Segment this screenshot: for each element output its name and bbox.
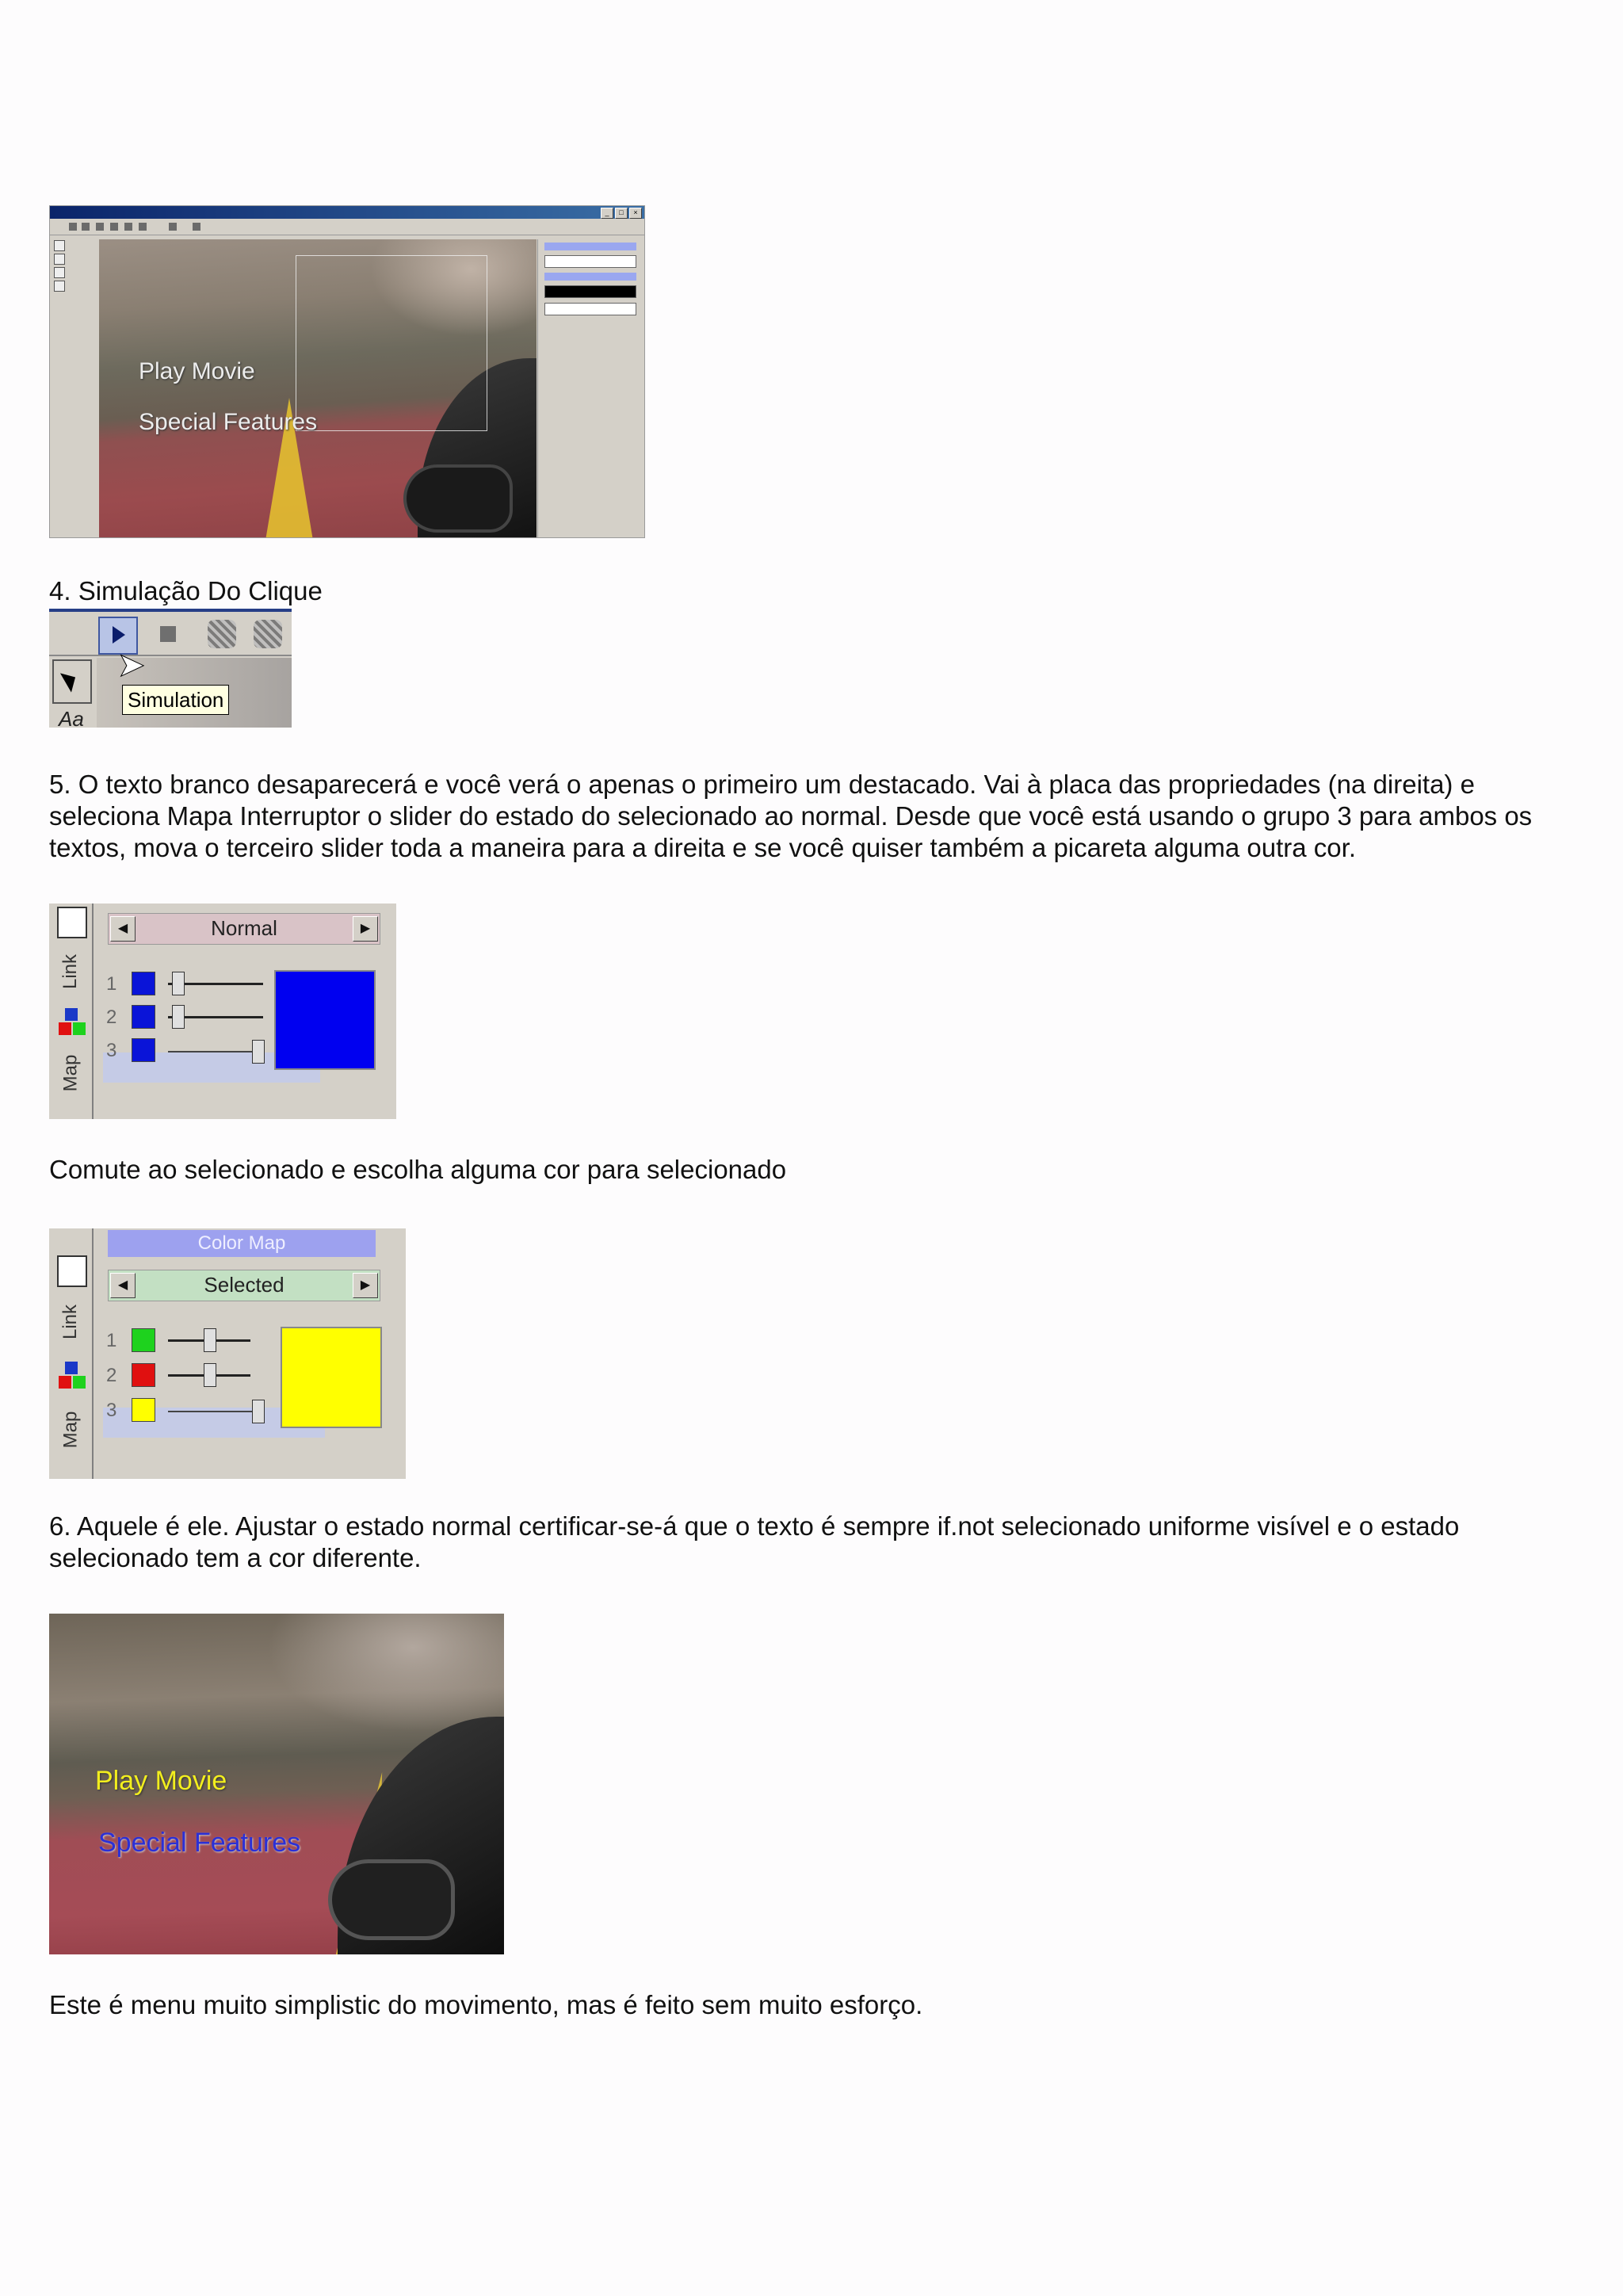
stop-icon [151, 617, 187, 651]
selection-box [296, 255, 487, 431]
slider-thumb [204, 1363, 216, 1387]
shape-tool-icon [54, 281, 65, 292]
minimize-icon: _ [601, 208, 613, 219]
pointer-tool-icon [52, 659, 92, 704]
rect-tool-icon [54, 267, 65, 278]
toolbar-icon [124, 223, 132, 231]
row-number: 3 [106, 1040, 117, 1061]
color-map-header: Color Map [108, 1230, 376, 1257]
props-field [544, 255, 636, 268]
link-icon [57, 907, 87, 938]
editor-toolbar [50, 219, 644, 235]
menu-text-play-movie: Play Movie [139, 358, 255, 384]
properties-panel [537, 239, 643, 537]
step4-heading: 4. Simulação Do Clique [49, 576, 323, 606]
link-icon [57, 1255, 87, 1287]
toolbar-icon [139, 223, 147, 231]
color-map-normal-panel [49, 904, 396, 1119]
slider-thumb [252, 1040, 265, 1064]
disabled-icon [254, 620, 282, 648]
window-controls [601, 208, 642, 219]
car-mirror [328, 1859, 455, 1940]
props-color-field [544, 285, 636, 298]
row-number: 1 [106, 973, 117, 995]
tab-map: Map [59, 1054, 81, 1092]
step6-paragraph: 6. Aquele é ele. Ajustar o estado normal certificar-se-á que o texto é sempre if.not selecionado uniforme visível e o estado selecionado tem a cor diferente. [49, 1511, 1460, 1572]
menu-text-special-features: Special Features [139, 409, 318, 435]
toolbar-separator [49, 655, 292, 656]
color-swatch [132, 1363, 155, 1387]
closing-paragraph: Este é menu muito simplistic do movimento, mas é feito sem muito esforço. [49, 1990, 923, 2019]
props-header [544, 243, 636, 250]
text-tool-glyph: Aa [59, 707, 84, 728]
color-swatch [132, 1398, 155, 1422]
toolbar-icon [110, 223, 118, 231]
disabled-icon [208, 620, 236, 648]
left-toolbox [52, 238, 66, 301]
slider-thumb [172, 972, 185, 995]
state-label: Selected [204, 1273, 285, 1297]
menu-text-play-movie: Play Movie [95, 1766, 227, 1796]
car-silhouette [338, 1717, 504, 1954]
toolbar-icon [96, 223, 104, 231]
mouse-cursor-icon: ➤ [117, 646, 146, 683]
pointer-tool-icon [54, 240, 65, 251]
slider-track [168, 1051, 263, 1052]
color-map-icon [59, 1362, 86, 1389]
color-swatch [132, 1328, 155, 1352]
row-number: 2 [106, 1365, 117, 1386]
simulation-tooltip: Simulation [122, 685, 229, 715]
state-label: Normal [211, 916, 277, 940]
toolbar-icon [193, 223, 200, 231]
car-mirror [403, 464, 513, 533]
row-number: 1 [106, 1330, 117, 1351]
simulation-toolbar-screenshot [49, 609, 292, 728]
prev-arrow-icon: ◀ [110, 916, 136, 942]
window-titlebar [50, 206, 644, 219]
step5-paragraph: 5. O texto branco desaparecerá e você verá o apenas o primeiro um destacado. Vai à placa das propriedades (na direita) e seleciona Mapa Interruptor o slider do estado do selecionado ao normal. Desde que você está usando o grupo 3 para ambos os textos, mova o terceiro slider toda a maneira para a direita e se você quiser também a picareta alguma outra cor. [49, 770, 1533, 862]
row-number: 2 [106, 1007, 117, 1028]
tab-link: Link [59, 1304, 81, 1340]
slider-thumb [204, 1328, 216, 1352]
final-menu-screenshot [49, 1614, 504, 1954]
color-preview [274, 970, 376, 1070]
maximize-icon: □ [615, 208, 628, 219]
editor-screenshot [49, 205, 645, 538]
props-field [544, 303, 636, 315]
toolbar-divider [49, 609, 292, 612]
color-swatch [132, 1038, 155, 1062]
text-tool-icon [54, 254, 65, 265]
slider-track [168, 1411, 263, 1412]
color-swatch [132, 972, 155, 995]
color-map-selected-panel [49, 1228, 406, 1479]
prev-arrow-icon: ◀ [110, 1273, 136, 1298]
panel-side-tabs [49, 1228, 94, 1479]
close-icon: × [629, 208, 642, 219]
toolbar-icon [169, 223, 177, 231]
color-swatch [132, 1005, 155, 1029]
color-preview [281, 1327, 382, 1428]
slider-thumb [252, 1400, 265, 1423]
panel-side-tabs [49, 904, 94, 1119]
state-selector [108, 1270, 380, 1301]
next-arrow-icon: ▶ [353, 1273, 378, 1298]
comute-paragraph: Comute ao selecionado e escolha alguma cor para selecionado [49, 1155, 787, 1184]
next-arrow-icon: ▶ [353, 916, 378, 942]
props-header [544, 273, 636, 281]
menu-text-special-features: Special Features [98, 1828, 301, 1858]
row-number: 3 [106, 1400, 117, 1421]
state-selector [108, 913, 380, 945]
toolbar-icon [82, 223, 90, 231]
tab-link: Link [59, 953, 81, 990]
color-map-icon [59, 1008, 86, 1035]
tab-map: Map [59, 1411, 81, 1449]
slider-thumb [172, 1005, 185, 1029]
menu-canvas [99, 239, 537, 537]
toolbar-icon [69, 223, 77, 231]
